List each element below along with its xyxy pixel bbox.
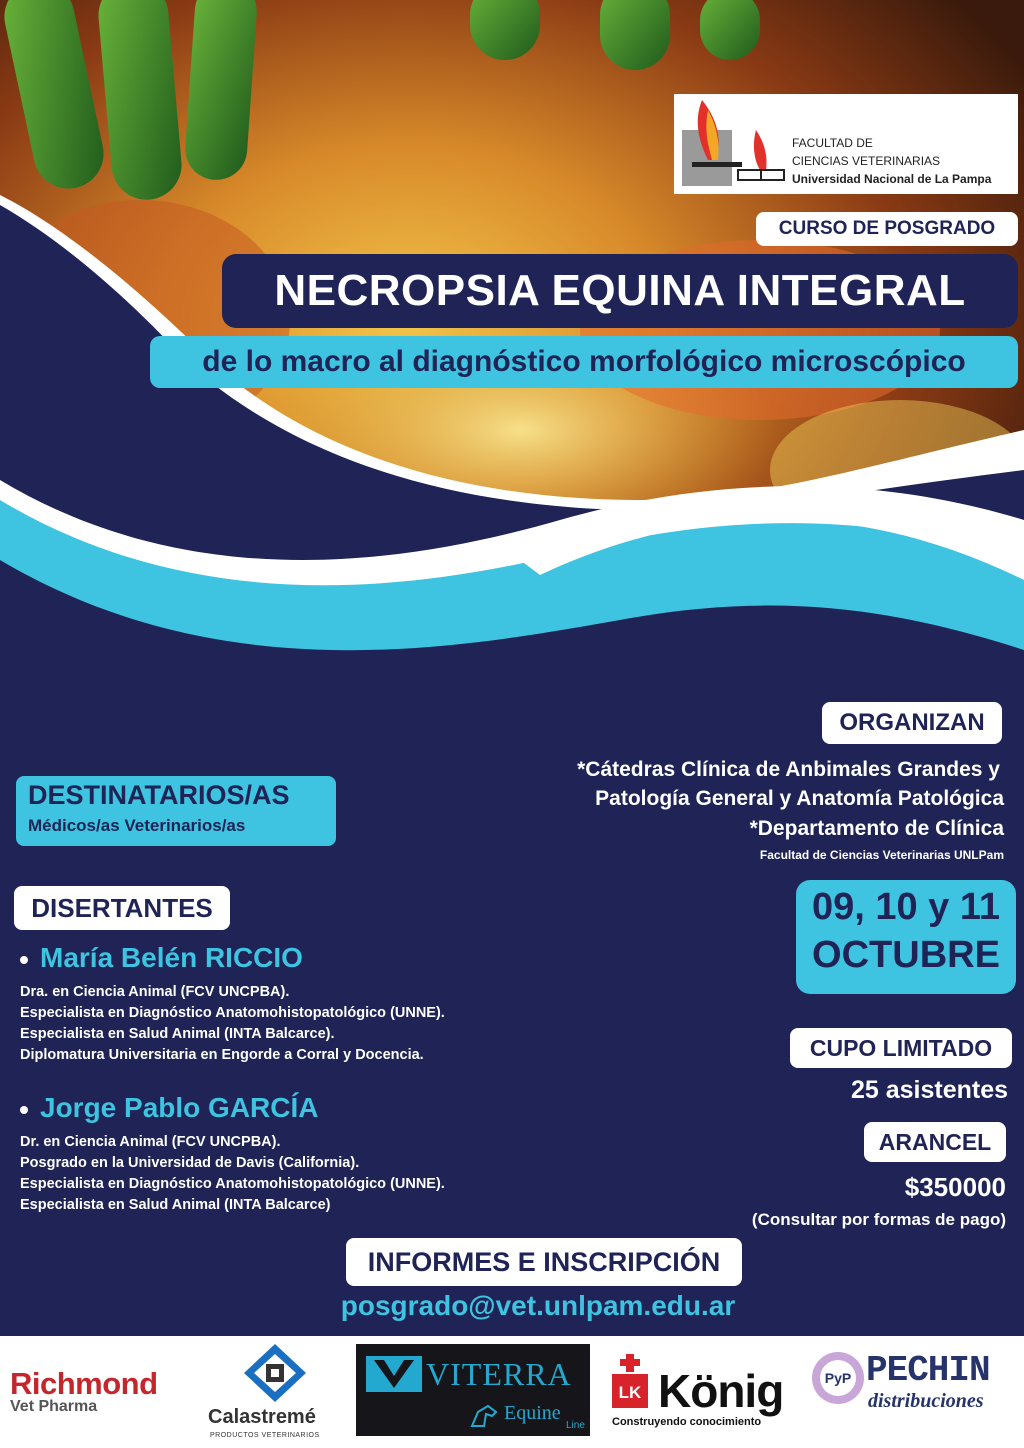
konig-crest-letters: LK (618, 1383, 642, 1402)
speaker-credential: Especialista en Diagnóstico Anatomohistopatológico (UNNE). (20, 1176, 445, 1192)
university-name: Universidad Nacional de La Pampa (792, 172, 992, 186)
sponsor-konig-logo (606, 1336, 806, 1448)
enrollment-label: INFORMES E INSCRIPCIÓN (346, 1238, 742, 1286)
fee-note: (Consultar por formas de pago) (751, 1210, 1006, 1229)
sponsor-calastreme-logo (202, 1336, 342, 1448)
organizer-line-3: *Departamento de Clínica (749, 817, 1004, 840)
sponsors-bar (0, 1336, 1024, 1448)
pechin-emblem-letters: PyP (824, 1370, 852, 1386)
course-month: OCTUBRE (812, 934, 1000, 976)
calastreme-tagline: PRODUCTOS VETERINARIOS (210, 1432, 320, 1439)
speaker-credential: Especialista en Salud Animal (INTA Balcarce) (20, 1197, 331, 1213)
viterra-line-label: Line (566, 1420, 585, 1431)
audience-value: Médicos/as Veterinarios/as (28, 816, 246, 835)
pechin-name: PECHIN (866, 1350, 990, 1391)
viterra-name: VITERRA (426, 1356, 572, 1392)
speaker-credential: Diplomatura Universitaria en Engorde a Corral y Docencia. (20, 1047, 424, 1063)
konig-crest-icon (610, 1354, 650, 1410)
organizer-line-1: *Cátedras Clínica de Anbimales Grandes y (577, 758, 1000, 781)
bullet-icon (20, 1106, 28, 1114)
fee-price: $350000 (904, 1172, 1006, 1202)
speakers-label: DISERTANTES (14, 886, 230, 930)
faculty-name-line2: CIENCIAS VETERINARIAS (792, 154, 941, 168)
faculty-emblem-icon (682, 100, 786, 190)
contact-email-link[interactable]: posgrado@vet.unlpam.edu.ar (340, 1290, 736, 1321)
speaker-credential: Dra. en Ciencia Animal (FCV UNCPBA). (20, 984, 290, 1000)
audience-label: DESTINATARIOS/AS (28, 780, 290, 810)
hero-photo-area (0, 0, 1024, 720)
course-title: NECROPSIA EQUINA INTEGRAL (222, 254, 1018, 328)
sponsor-viterra-logo (356, 1344, 590, 1436)
pechin-emblem-icon (810, 1350, 866, 1406)
speaker-card (20, 1092, 445, 1216)
speaker-name: María Belén RICCIO (40, 942, 303, 973)
capacity-value: 25 asistentes (850, 1076, 1008, 1104)
capacity-label: CUPO LIMITADO (790, 1028, 1012, 1068)
speaker-name: Jorge Pablo GARCÍA (40, 1092, 319, 1123)
fee-label: ARANCEL (864, 1122, 1006, 1162)
organizer-line-4: Facultad de Ciencias Veterinarias UNLPam (759, 848, 1004, 862)
pechin-tagline: distribuciones (868, 1390, 984, 1412)
speaker-name-row (20, 942, 445, 974)
bullet-icon (20, 956, 28, 964)
audience-box (16, 776, 336, 846)
faculty-name-line1: FACULTAD DE (792, 136, 873, 150)
calastreme-name: Calastremé (208, 1406, 316, 1428)
viterra-v-icon (366, 1356, 422, 1392)
richmond-name: Richmond (10, 1366, 158, 1401)
organizer-line-2: Patología General y Anatomía Patológica (595, 787, 1004, 810)
course-subtitle: de lo macro al diagnóstico morfológico microscópico (150, 336, 1018, 388)
sponsor-richmond-logo (8, 1336, 198, 1448)
course-type-badge: CURSO DE POSGRADO (756, 212, 1018, 246)
speaker-name-row (20, 1092, 445, 1124)
speaker-credential: Especialista en Diagnóstico Anatomohistopatológico (UNNE). (20, 1005, 445, 1021)
speaker-card (20, 942, 445, 1066)
course-dates-box (796, 880, 1016, 994)
speaker-credential: Especialista en Salud Animal (INTA Balcarce). (20, 1026, 335, 1042)
viterra-equine-label: Equine (504, 1402, 561, 1424)
horse-head-icon (468, 1404, 500, 1428)
sponsor-pechin-logo (810, 1336, 1016, 1448)
konig-tagline: Construyendo conocimiento (612, 1416, 762, 1428)
faculty-logo (674, 94, 1018, 194)
organizers-label: ORGANIZAN (822, 702, 1002, 744)
course-days: 09, 10 y 11 (811, 886, 1001, 928)
konig-name: König (658, 1365, 784, 1417)
speaker-credential: Dr. en Ciencia Animal (FCV UNCPBA). (20, 1134, 281, 1150)
richmond-subtitle: Vet Pharma (10, 1398, 98, 1415)
calastreme-diamond-icon (242, 1342, 308, 1404)
speaker-credential: Posgrado en la Universidad de Davis (California). (20, 1155, 360, 1171)
